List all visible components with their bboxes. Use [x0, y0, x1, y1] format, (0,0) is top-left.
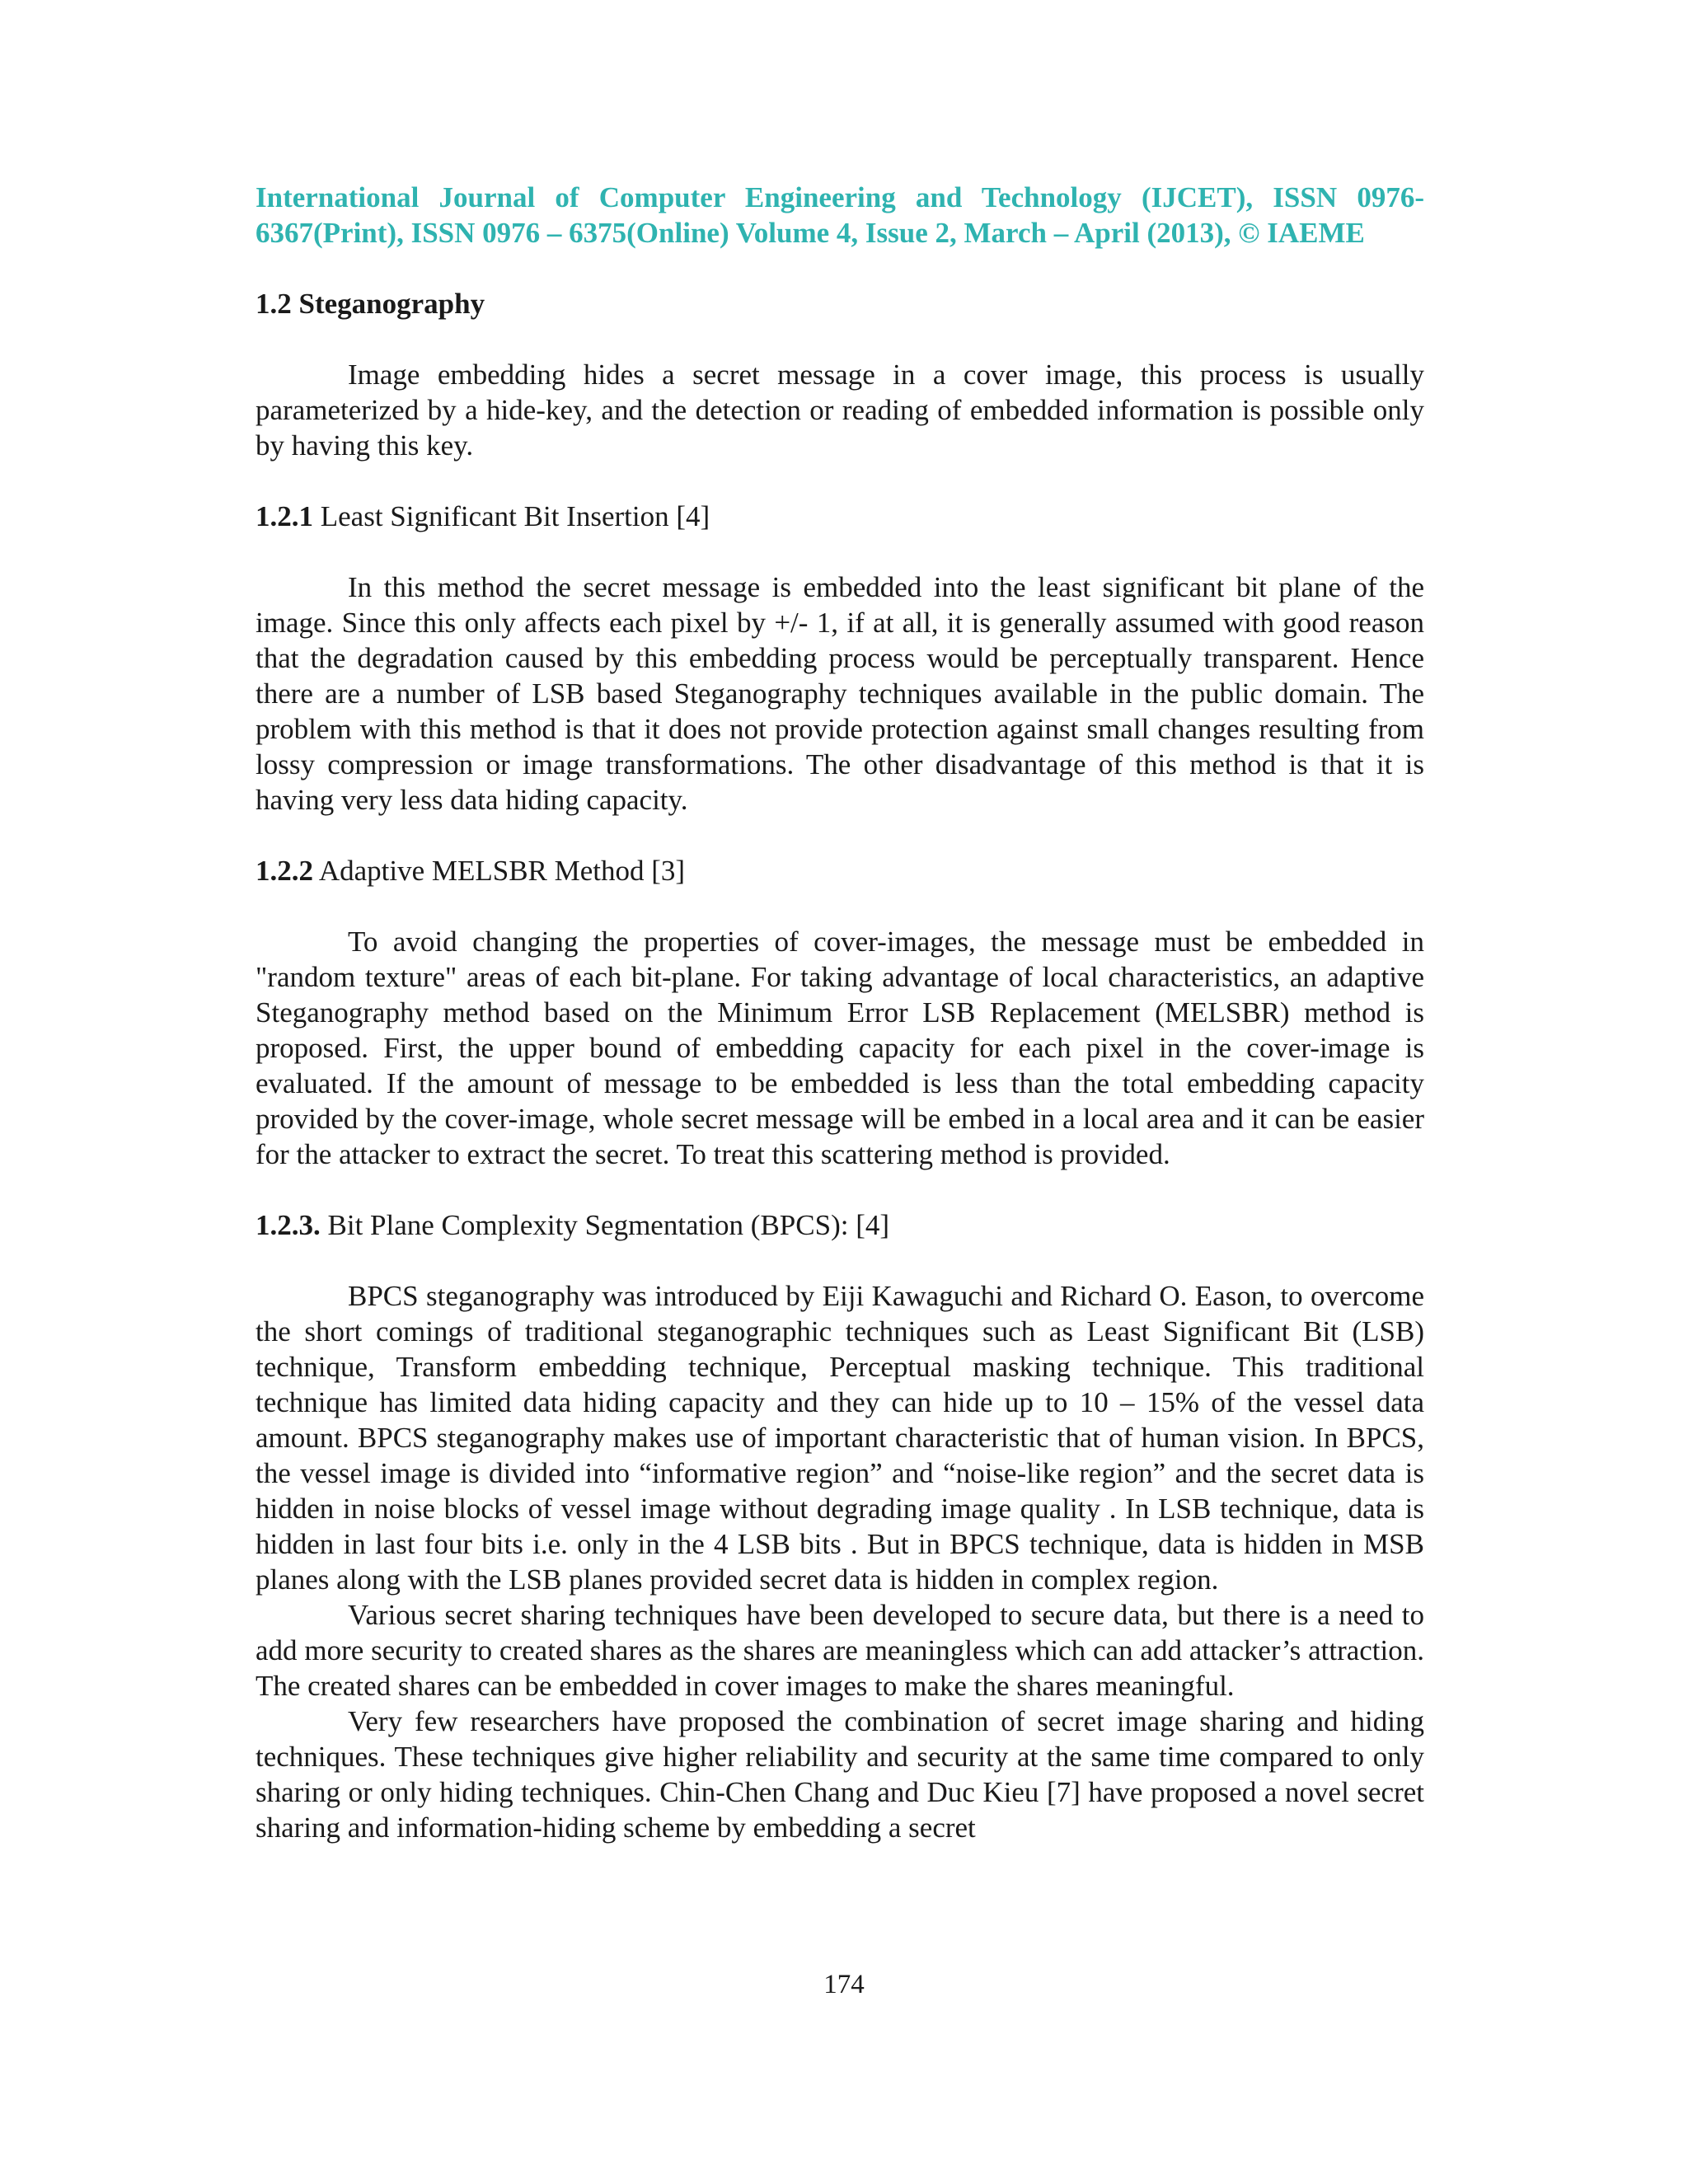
journal-header: International Journal of Computer Engineering and Technology (IJCET), ISSN 0976-6367(Print), ISSN 0976 – 6375(Online) Volume 4, Issue 2, March – April (2013), © IAEME — [256, 181, 1424, 249]
subsection-number: 1.2.1 — [256, 500, 313, 532]
subsection-title: Adaptive MELSBR Method [3] — [313, 855, 686, 887]
paragraph: Various secret sharing techniques have been developed to secure data, but there is a need to add more security to created shares as the shares are meaningless which can add attacker’s attraction. The created shares can be embedded in cover images to make the shares meaningful. — [256, 1599, 1424, 1702]
paragraph: To avoid changing the properties of cover-images, the message must be embedded in "random texture" areas of each bit-plane. For taking advantage of local characteristics, an adaptive Steganography method based on the Minimum Error LSB Replacement (MELSBR) method is proposed. First, the upper bound of embedding capacity for each pixel in the cover-image is evaluated. If the amount of message to be embedded is less than the total embedding capacity provided by the cover-image, whole secret message will be embed in a local area and it can be easier for the attacker to extract the secret. To treat this scattering method is provided. — [256, 926, 1424, 1170]
subsection-title: Least Significant Bit Insertion [4] — [313, 500, 710, 532]
paragraph: In this method the secret message is embedded into the least significant bit plane of the image. Since this only affects each pixel by +/- 1, if at all, it is generally assumed with good reason that the degradation caused by this embedding process would be perceptually transparent. Hence there are a number of LSB based Steganography techniques available in the public domain. The problem with this method is that it does not provide protection against small changes resulting from lossy compression or image transformations. The other disadvantage of this method is that it is having very less data hiding capacity. — [256, 571, 1424, 816]
page-number: 174 — [823, 1970, 865, 1999]
paragraph: Very few researchers have proposed the combination of secret image sharing and hiding techniques. These techniques give higher reliability and security at the same time compared to only sharing or only hiding techniques. Chin-Chen Chang and Duc Kieu [7] have proposed a novel secret sharing and information-hiding scheme by embedding a secret — [256, 1705, 1424, 1844]
subsection-number: 1.2.3. — [256, 1209, 321, 1241]
paragraph: BPCS steganography was introduced by Eiji Kawaguchi and Richard O. Eason, to overcome the short comings of traditional steganographic techniques such as Least Significant Bit (LSB) technique, Transform embedding technique, Perceptual masking technique. This traditional technique has limited data hiding capacity and they can hide up to 10 – 15% of the vessel data amount. BPCS steganography makes use of important characteristic that of human vision. In BPCS, the vessel image is divided into “informative region” and “noise-like region” and the secret data is hidden in noise blocks of vessel image without degrading image quality . In LSB technique, data is hidden in last four bits i.e. only in the 4 LSB bits . But in BPCS technique, data is hidden in MSB planes along with the LSB planes provided secret data is hidden in complex region. — [256, 1280, 1424, 1596]
subsection-number: 1.2.2 — [256, 855, 313, 887]
page-content — [256, 180, 1424, 1845]
subsection-heading-lsb — [256, 499, 1424, 534]
section-intro-paragraph: Image embedding hides a secret message in a cover image, this process is usually parameterized by a hide-key, and the detection or reading of embedded information is possible only by having this key. — [256, 359, 1424, 462]
subsection-heading-melsbr — [256, 853, 1424, 888]
subsection-title: Bit Plane Complexity Segmentation (BPCS): [4] — [320, 1209, 890, 1241]
subsection-heading-bpcs — [256, 1207, 1424, 1243]
section-title: 1.2 Steganography — [256, 288, 485, 320]
